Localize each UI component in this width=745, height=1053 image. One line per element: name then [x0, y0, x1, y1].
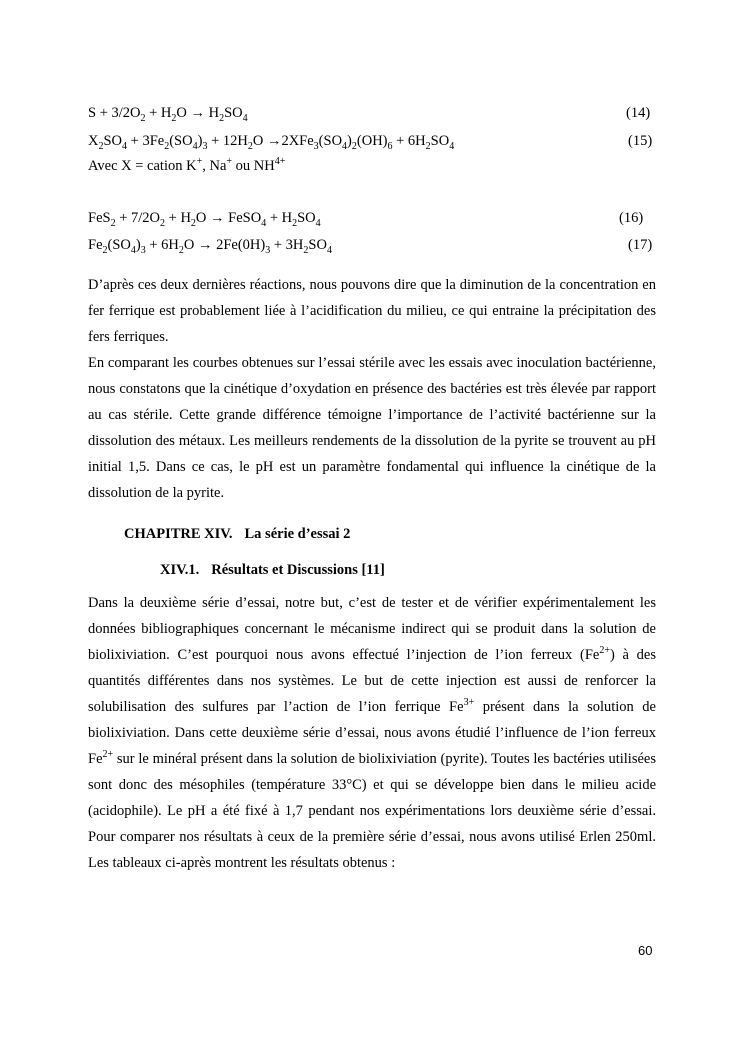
eq-subscript: 2 — [219, 112, 225, 124]
eq-subscript: 2 — [160, 217, 166, 229]
note-text: Avec X = cation K — [88, 158, 197, 174]
eq-text: X — [88, 133, 99, 149]
equation-number: (17) — [628, 237, 653, 253]
eq-text: (SO — [318, 133, 343, 149]
section-number: XIV.1. — [160, 562, 200, 578]
note-superscript: + — [226, 156, 233, 168]
eq-text: SO — [430, 133, 450, 149]
ion-charge-superscript: 3+ — [463, 697, 475, 709]
eq-text: SO — [103, 133, 123, 149]
note-text: , Na — [202, 158, 227, 174]
equation-17 — [88, 235, 658, 255]
eq-text: + H — [165, 210, 191, 226]
eq-subscript: 2 — [190, 217, 196, 229]
paragraph-text: ) à des quantités différentes dans nos systèmes. Le but de cette injection est aussi de renforcer la solubilisation des sulfures par l’action de l’ion ferrique Fe — [88, 647, 657, 715]
eq-subscript: 2 — [292, 217, 298, 229]
eq-subscript: 4 — [326, 244, 332, 256]
note-text: ou NH — [232, 158, 275, 174]
equation-15 — [88, 131, 658, 151]
eq-text: SO — [224, 105, 243, 121]
paragraph-text: Dans la deuxième série d’essai, notre but, c’est de tester et de vérifier expérimentalement les données bibliographiques concernant le mécanisme indirect qui se produit dans la solution de biolixiviation. C’est pourquoi nous avons effectué l’injection de l’ion ferreux (Fe — [88, 595, 656, 663]
eq-text: O → FeSO — [195, 210, 262, 226]
eq-subscript: 4 — [261, 217, 267, 229]
chapter-title: La série d’essai 2 — [244, 526, 351, 542]
eq-subscript: 4 — [130, 244, 136, 256]
eq-text: + H — [145, 105, 172, 121]
eq-subscript: 4 — [315, 217, 321, 229]
equation-14 — [88, 103, 658, 123]
eq-text: (OH) — [356, 133, 388, 149]
eq-subscript: 2 — [171, 112, 177, 124]
eq-text: SO — [308, 237, 327, 253]
equation-16 — [88, 208, 658, 228]
equation-number: (15) — [628, 133, 653, 149]
eq-text: + 3H — [270, 237, 304, 253]
eq-subscript: 2 — [425, 140, 431, 152]
paragraph-comparison — [88, 350, 656, 506]
eq-text: (SO — [107, 237, 131, 253]
eq-subscript: 2 — [164, 140, 170, 152]
ion-charge-superscript: 2+ — [599, 645, 610, 657]
paragraph-text: En comparant les courbes obtenues sur l’essai stérile avec les essais avec inoculation bactérienne, nous constatons que la cinétique d’oxydation en présence des bactéries est très élevée par rapport au cas stérile. Cette grande différence témoigne l’importance de l’activité bactérienne sur la dissolution des métaux. Les meilleurs rendements de la dissolution de la pyrite se trouvent au pH initial 1,5. Dans ce cas, le pH est un paramètre fondamental qui influence la cinétique de la dissolution de la pyrite. — [88, 355, 656, 501]
chapter-heading — [124, 524, 350, 544]
eq-text: FeS — [88, 210, 111, 226]
eq-subscript: 3 — [265, 244, 271, 256]
chapter-number: CHAPITRE XIV. — [124, 526, 233, 542]
paragraph-text: D’après ces deux dernières réactions, nous pouvons dire que la diminution de la concentration en fer ferrique est probablement liée à l’acidification du milieu, ce qui entraine la précipitation des fers ferriques. — [88, 277, 656, 345]
eq-text: + 6H — [145, 237, 179, 253]
eq-text: + 3Fe — [127, 133, 165, 149]
eq-text: (SO — [169, 133, 193, 149]
eq-text: ) — [135, 237, 141, 253]
ion-charge-superscript: 2+ — [102, 749, 114, 761]
page-number: 60 — [638, 943, 653, 958]
eq-text: ) — [197, 133, 203, 149]
paragraph-text: présent dans la solution de biolixiviation. Dans cette deuxième série d’essai, nous avons étudié l’influence de l’ion ferreux Fe — [88, 699, 656, 767]
eq-text: Fe — [88, 237, 103, 253]
eq-subscript: 2 — [303, 244, 309, 256]
cation-note — [88, 156, 658, 176]
eq-subscript: 4 — [192, 140, 198, 152]
note-superscript: 4+ — [274, 156, 286, 168]
eq-text: SO — [297, 210, 316, 226]
equation-number: (14) — [626, 105, 651, 121]
eq-subscript: 2 — [140, 112, 146, 124]
eq-subscript: 4 — [449, 140, 455, 152]
eq-subscript: 4 — [122, 140, 128, 152]
eq-text: O → H — [176, 105, 220, 121]
section-heading — [160, 560, 385, 580]
eq-text: O → 2Fe(0H) — [183, 237, 266, 253]
note-superscript: + — [196, 156, 203, 168]
eq-text: S + 3/2O — [88, 105, 141, 121]
paragraph-text: sur le minéral présent dans la solution de biolixiviation (pyrite). Toutes les bactéries utilisées sont donc des mésophiles (température 33°C) et qui se développe bien dans le milieu acide (acidophile). Le pH a été fixé à 1,7 pendant nos expérimentations lors deuxième série d’essai. Pour comparer nos résultats à ceux de la première série d’essai, nous avons utilisé Erlen 250ml. Les tableaux ci-après montrent les résultats obtenus : — [88, 751, 656, 871]
eq-subscript: 2 — [351, 140, 357, 152]
eq-subscript: 4 — [342, 140, 348, 152]
eq-subscript: 2 — [102, 244, 108, 256]
equation-number: (16) — [619, 210, 644, 226]
eq-subscript: 3 — [313, 140, 319, 152]
paragraph-second-series — [88, 590, 656, 876]
eq-text: ) — [347, 133, 352, 149]
eq-subscript: 2 — [178, 244, 184, 256]
eq-text: + 7/2O — [115, 210, 161, 226]
section-title: Résultats et Discussions [11] — [211, 562, 385, 578]
eq-subscript: 3 — [140, 244, 146, 256]
eq-text: + 12H — [207, 133, 248, 149]
eq-subscript: 2 — [98, 140, 104, 152]
eq-subscript: 2 — [247, 140, 253, 152]
eq-subscript: 4 — [242, 112, 248, 124]
eq-subscript: 3 — [202, 140, 208, 152]
eq-text: + 6H — [392, 133, 426, 149]
eq-subscript: 6 — [387, 140, 393, 152]
eq-text: O →2XFe — [252, 133, 314, 149]
eq-subscript: 2 — [110, 217, 116, 229]
paragraph-conclusion — [88, 272, 656, 350]
eq-text: + H — [266, 210, 293, 226]
